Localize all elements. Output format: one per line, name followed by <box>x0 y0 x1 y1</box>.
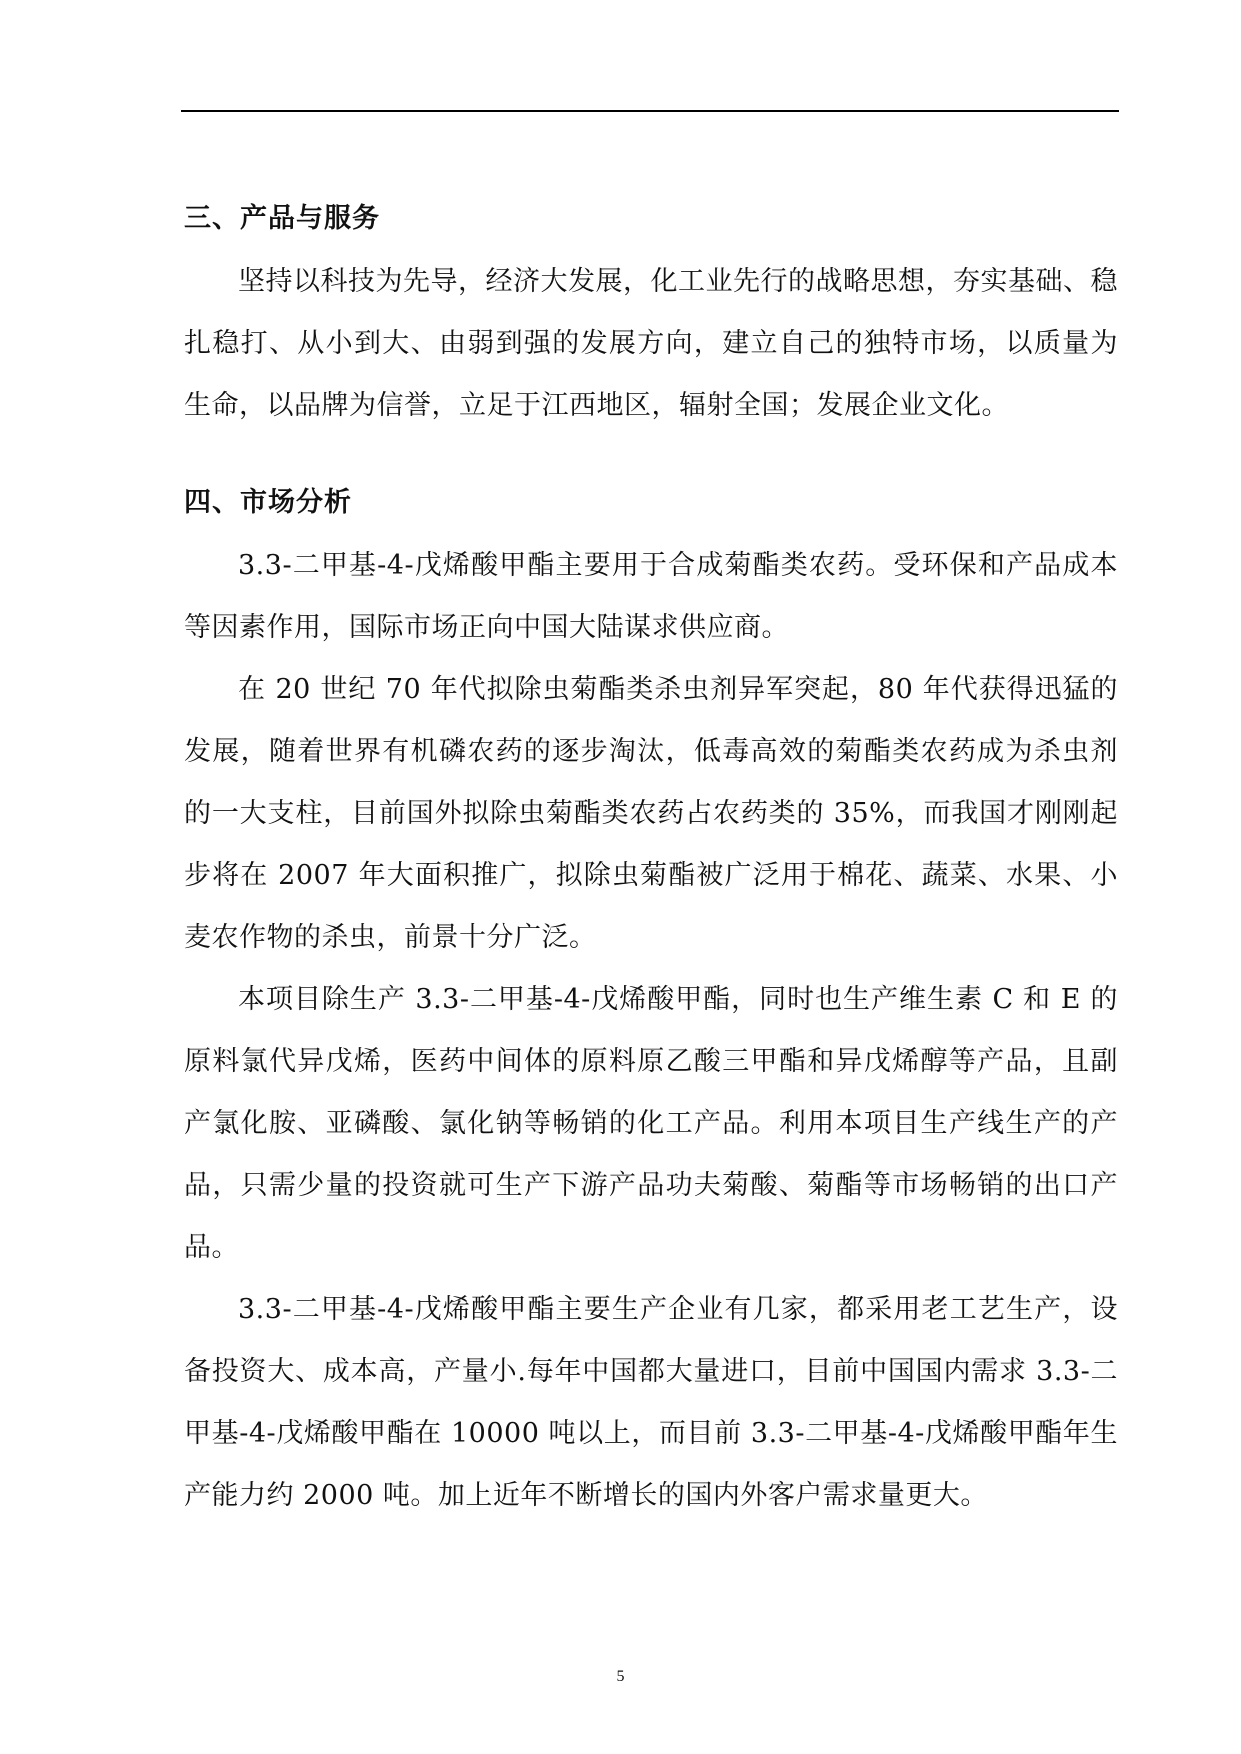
paragraph: 3.3-二甲基-4-戊烯酸甲酯主要生产企业有几家，都采用老工艺生产，设备投资大、成本高，产量小.每年中国都大量进口，目前中国国内需求 3.3-二甲基-4-戊烯酸甲酯在 10000 吨以上，而目前 3.3-二甲基-4-戊烯酸甲酯年生产能力约 2000 吨。加上近年不断增长的国内外客户需求量更大。 <box>184 1294 1118 1511</box>
paragraph: 坚持以科技为先导，经济大发展，化工业先行的战略思想，夯实基础、稳扎稳打、从小到大、由弱到强的发展方向，建立自己的独特市场，以质量为生命，以品牌为信誉，立足于江西地区，辐射全国；发展企业文化。 <box>184 266 1118 421</box>
header-rule <box>181 110 1119 112</box>
section-products-services <box>184 187 1118 437</box>
section-heading: 四、市场分析 <box>184 487 352 518</box>
page-number: 5 <box>616 1668 625 1685</box>
paragraph: 在 20 世纪 70 年代拟除虫菊酯类杀虫剂异军突起，80 年代获得迅猛的发展，随着世界有机磷农药的逐步淘汰，低毒高效的菊酯类农药成为杀虫剂的一大支柱，目前国外拟除虫菊酯类农药占农药类的 35%，而我国才刚刚起步将在 2007 年大面积推广，拟除虫菊酯被广泛用于棉花、蔬菜、水果、小麦农作物的杀虫，前景十分广泛。 <box>184 674 1118 953</box>
paragraph: 本项目除生产 3.3-二甲基-4-戊烯酸甲酯，同时也生产维生素 C 和 E 的原料氯代异戊烯，医药中间体的原料原乙酸三甲酯和异戊烯醇等产品，且副产氯化胺、亚磷酸、氯化钠等畅销的化工产品。利用本项目生产线生产的产品，只需少量的投资就可生产下游产品功夫菊酸、菊酯等市场畅销的出口产品。 <box>184 984 1118 1263</box>
section-market-analysis <box>184 471 1118 1527</box>
section-heading: 三、产品与服务 <box>184 203 380 234</box>
document-body <box>184 187 1118 1527</box>
paragraph: 3.3-二甲基-4-戊烯酸甲酯主要用于合成菊酯类农药。受环保和产品成本等因素作用，国际市场正向中国大陆谋求供应商。 <box>184 550 1118 643</box>
section-gap <box>184 437 1118 471</box>
